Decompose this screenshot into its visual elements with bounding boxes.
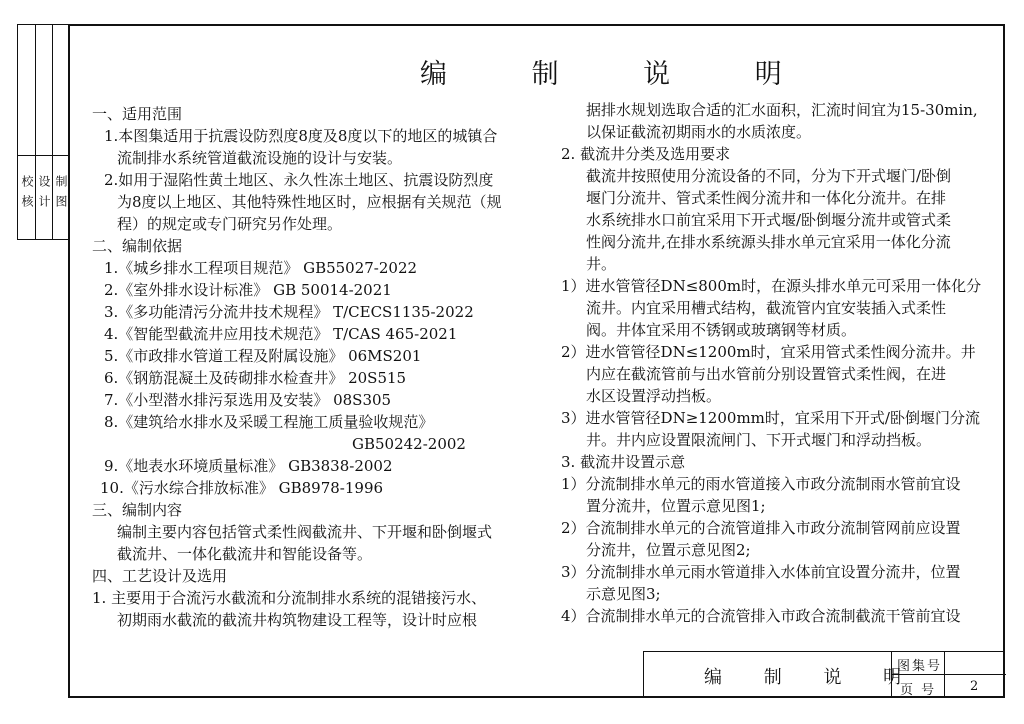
text-line: 内应在截流管前与出水管前分别设置管式柔性阀，在进 (586, 365, 947, 383)
text-line: 据排水规划选取合适的汇水面积，汇流时间宜为15-30min, (586, 101, 978, 119)
strip-designer-label: 设 计 (37, 175, 51, 209)
subheading-layout: 3. 截流井设置示意 (561, 453, 686, 471)
text-line: 1.本图集适用于抗震设防烈度8度及8度以下的地区的城镇合 (104, 127, 498, 145)
text-line: 3）进水管管径DN≥1200mm时，宜采用下开式/卧倒堰门分流 (561, 409, 980, 427)
text-line: 阀。井体宜采用不锈钢或玻璃钢等材质。 (586, 321, 857, 339)
text-line: 井。井内应设置限流闸门、下开式堰门和浮动挡板。 (586, 431, 932, 449)
text-line: 2）进水管管径DN≤1200m时，宜采用管式柔性阀分流井。井 (561, 343, 976, 361)
text-line: 程）的规定或专门研究另作处理。 (117, 215, 343, 233)
text-line: 性阀分流井,在排水系统源头排水单元宜采用一体化分流 (586, 233, 951, 251)
heading-scope: 一、适用范围 (92, 105, 183, 123)
text-line: 截流井、一体化截流井和智能设备等。 (117, 545, 373, 563)
page-number-label: 页 号 (900, 683, 937, 698)
text-line: 2.如用于湿陷性黄土地区、永久性冻土地区、抗震设防烈度 (104, 171, 494, 189)
standard-code: GB50242-2002 (352, 435, 466, 453)
text-line: 置分流井，位置示意见图1; (586, 497, 766, 515)
standard-item: 5.《市政排水管道工程及附属设施》 06MS201 (104, 347, 422, 365)
text-line: 流制排水系统管道截流设施的设计与安装。 (117, 149, 403, 167)
text-line: 1）分流制排水单元的雨水管道接入市政分流制雨水管前宜设 (561, 475, 961, 493)
standard-item: 3.《多功能清污分流井技术规程》 T/CECS1135-2022 (104, 303, 474, 321)
title-block-title: 编 制 说 明 (704, 667, 920, 688)
heading-basis: 二、编制依据 (92, 237, 183, 255)
text-line: 水区设置浮动挡板。 (586, 387, 722, 405)
page-title: 编 制 说 明 (420, 59, 820, 90)
text-line: 1）进水管管径DN≤800m时，在源头排水单元可采用一体化分 (561, 277, 982, 295)
text-line: 以保证截流初期雨水的水质浓度。 (586, 123, 812, 141)
standard-item: 8.《建筑给水排水及采暖工程施工质量验收规范》 (104, 413, 434, 431)
text-line: 堰门分流井、管式柔性阀分流井和一体化分流井。在排 (586, 189, 947, 207)
strip-reviewer-label: 校 核 (20, 175, 34, 209)
text-line: 为8度以上地区、其他特殊性地区时，应根据有关规范（规 (117, 193, 502, 211)
text-line: 水系统排水口前宜采用下开式堰/卧倒堰分流井或管式柔 (586, 211, 952, 229)
standard-item: 4.《智能型截流井应用技术规范》 T/CAS 465-2021 (104, 325, 458, 343)
title-block (643, 651, 1005, 698)
atlas-number-label: 图集号 (897, 659, 943, 674)
text-line: 截流井按照使用分流设备的不同，分为下开式堰门/卧倒 (586, 167, 952, 185)
strip-drafter-label: 制 图 (54, 175, 68, 209)
text-line: 流井。内宜采用槽式结构，截流管内宜安装插入式柔性 (586, 299, 947, 317)
standard-item: 10.《污水综合排放标准》 GB8978-1996 (100, 479, 384, 497)
text-line: 4）合流制排水单元的合流管排入市政合流制截流干管前宜设 (561, 607, 961, 625)
signature-strip (17, 24, 69, 240)
standard-item: 6.《钢筋混凝土及砖砌排水检查井》 20S515 (104, 369, 407, 387)
text-line: 示意见图3; (586, 585, 661, 603)
heading-content: 三、编制内容 (92, 501, 183, 519)
text-line: 井。 (586, 255, 617, 273)
page-number-value: 2 (970, 679, 981, 694)
text-line: 1. 主要用于合流污水截流和分流制排水系统的混错接污水、 (92, 589, 487, 607)
subheading-classification: 2. 截流井分类及选用要求 (561, 145, 731, 163)
text-line: 3）分流制排水单元雨水管道排入水体前宜设置分流井，位置 (561, 563, 961, 581)
text-line: 分流井，位置示意见图2; (586, 541, 751, 559)
standard-item: 2.《室外排水设计标准》 GB 50014-2021 (104, 281, 392, 299)
standard-item: 1.《城乡排水工程项目规范》 GB55027-2022 (104, 259, 418, 277)
text-line: 编制主要内容包括管式柔性阀截流井、下开堰和卧倒堰式 (117, 523, 493, 541)
standard-item: 9.《地表水环境质量标准》 GB3838-2002 (104, 457, 393, 475)
text-line: 2）合流制排水单元的合流管道排入市政分流制管网前应设置 (561, 519, 961, 537)
text-line: 初期雨水截流的截流井构筑物建设工程等，设计时应根 (117, 611, 478, 629)
heading-process: 四、工艺设计及选用 (92, 567, 228, 585)
standard-item: 7.《小型潜水排污泵选用及安装》 08S305 (104, 391, 392, 409)
